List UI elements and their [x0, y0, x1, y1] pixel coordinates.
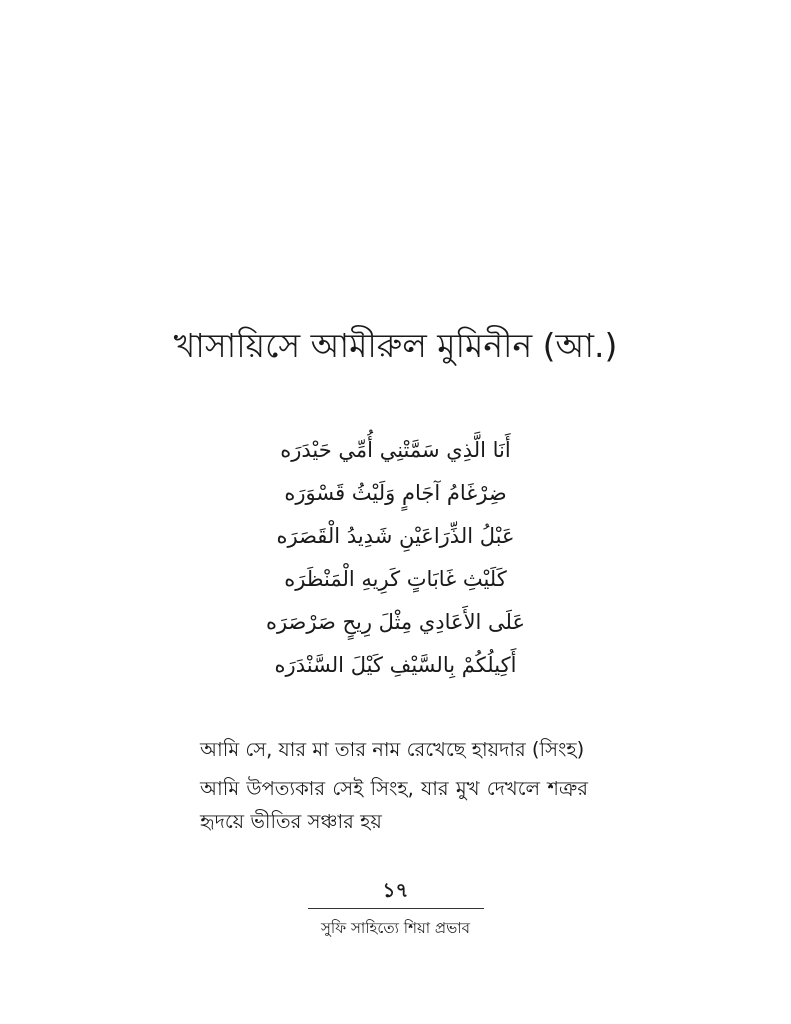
- footer-divider: [308, 908, 484, 909]
- poem-line: عَلَى الأَعَادِي مِثْلَ رِيحٍ صَرْصَرَه: [265, 610, 526, 634]
- arabic-poem: [0, 429, 791, 687]
- translation-paragraph: আমি উপত্যকার সেই সিংহ, যার মুখ দেখলে শত্রুর হৃদয়ে ভীতির সঞ্চার হয়: [200, 777, 588, 833]
- poem-line: عَبْلُ الذِّرَاعَيْنِ شَدِيدُ الْقَصَرَه: [276, 524, 515, 548]
- bengali-translation: [200, 733, 588, 844]
- poem-line: ضِرْغَامُ آجَامٍ وَلَيْثُ قَسْوَرَه: [284, 481, 507, 505]
- poem-line: أَنَا الَّذِي سَمَّتْنِي أُمِّي حَيْدَرَه: [280, 438, 511, 462]
- poem-line: كَلَيْثِ غَابَاتٍ كَرِيهِ الْمَنْظَرَه: [284, 567, 507, 591]
- translation-paragraph: আমি সে, যার মা তার নাম রেখেছে হায়দার (সিংহ): [200, 738, 585, 761]
- page-number: ১৭: [382, 878, 409, 902]
- poem-line: أَكِيلُكُمْ بِالسَّيْفِ كَيْلَ السَّنْدَرَه: [274, 653, 517, 677]
- chapter-title: খাসায়িসে আমীরুল মুমিনীন (আ.): [173, 326, 618, 365]
- running-footer: সুফি সাহিত্যে শিয়া প্রভাব: [321, 919, 470, 937]
